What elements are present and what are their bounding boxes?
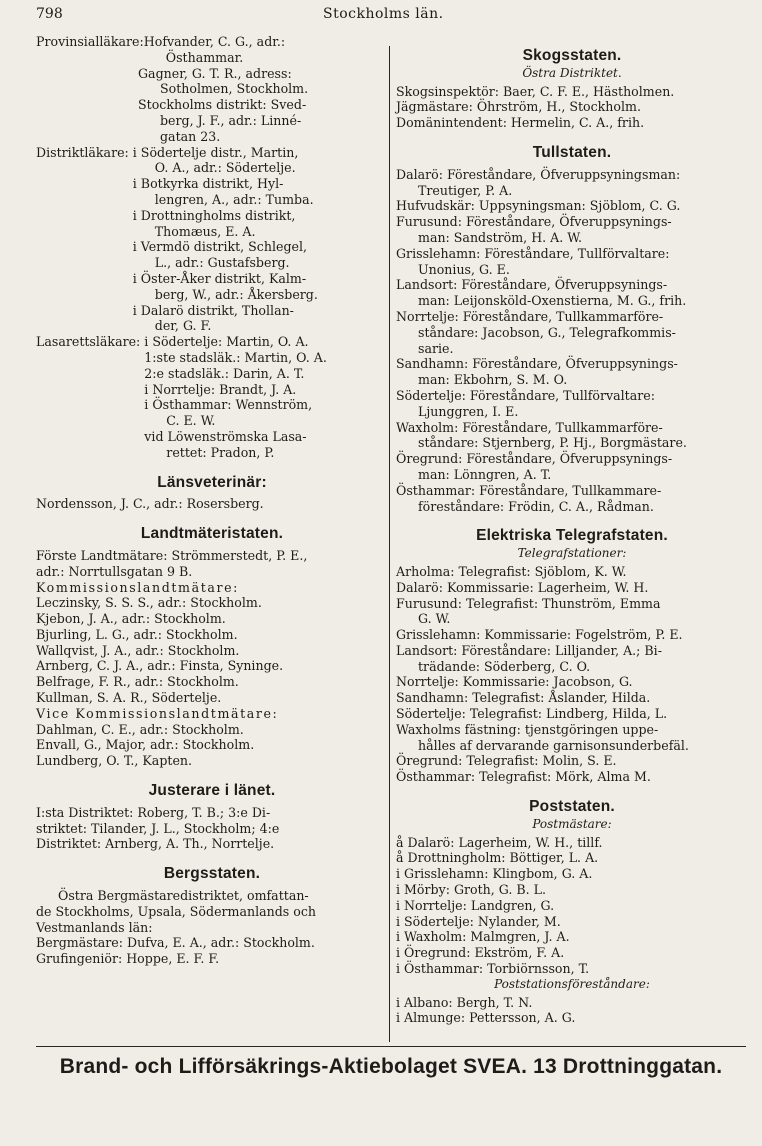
- entry-line: trädande: Söderberg, C. O.: [418, 658, 591, 674]
- section-subheading: Östra Distriktet.: [522, 65, 622, 80]
- entry-line: Furusund: Telegrafist: Thunström, Emma: [396, 595, 661, 611]
- entry-line: Östhammar.: [165, 49, 244, 65]
- entry-line: Grisslehamn: Föreståndare, Tullförvaltare:: [396, 245, 670, 261]
- poststationer-section: [396, 995, 748, 1027]
- entry-line: striktet: Tilander, J. L., Stockholm; 4:e: [36, 820, 280, 836]
- entry-line: i Öregrund: Ekström, F. A.: [396, 945, 565, 961]
- entry-block: [140, 334, 388, 460]
- entry-line: Dahlman, C. E., adr.: Stockholm.: [36, 721, 244, 737]
- section-heading: Skogsstaten.: [522, 47, 622, 64]
- section-heading: Landtmäteristaten.: [140, 525, 284, 543]
- entry-line: G. W.: [418, 611, 451, 627]
- bergsstaten-section: [36, 888, 388, 967]
- entry-line: ståndare: Stjernberg, P. Hj., Borgmästare.: [418, 435, 687, 451]
- entry-line: Kjebon, J. A., adr.: Stockholm.: [36, 611, 226, 627]
- entry-line: Arnberg, C. J. A., adr.: Finsta, Syninge.: [36, 658, 284, 674]
- section-subheading: Postmästare:: [532, 816, 612, 831]
- skogsstaten-section: [396, 84, 748, 131]
- entry-line: Hufvudskär: Uppsyningsman: Sjöblom, C. G.: [396, 198, 681, 214]
- entry-line: å Dalarö: Lagerheim, W. H., tillf.: [396, 834, 603, 850]
- entry-line: O. A., adr.: Södertelje.: [154, 160, 296, 176]
- entry-line: i Östhammar: Torbiörnsson, T.: [396, 961, 590, 977]
- entry-line: Waxholm: Föreståndare, Tullkammarföre-: [396, 419, 663, 435]
- entry-line: Skogsinspektör: Baer, C. F. E., Hästholmen.: [396, 83, 675, 99]
- entry-line: adr.: Norrtullsgatan 9 B.: [36, 563, 193, 579]
- left-column: [36, 34, 388, 967]
- entry-line: Sandhamn: Telegrafist: Åslander, Hilda.: [396, 690, 651, 706]
- telegraf-section: [396, 564, 748, 785]
- entry-line: Stockholms distrikt: Sved-: [138, 97, 307, 113]
- entry-line: föreståndare: Frödin, C. A., Rådman.: [418, 498, 654, 514]
- entry-line: i Drottningholms distrikt,: [132, 207, 296, 223]
- section-heading: Tullstaten.: [532, 143, 612, 161]
- entry-line: Kommissionslandtmätare:: [36, 579, 239, 595]
- entry-line: Kullman, S. A. R., Södertelje.: [36, 690, 222, 706]
- entry-line: Wallqvist, J. A., adr.: Stockholm.: [36, 642, 240, 658]
- entry-line: Landsort: Föreståndare, Öfveruppsynings-: [396, 277, 668, 293]
- section-subheading: Poststationsföreståndare:: [494, 976, 650, 991]
- section-role: Provinsialläkare:: [36, 34, 144, 49]
- entry-line: man: Leijonsköld-Oxenstierna, M. G., frih.: [418, 293, 687, 309]
- entry-line: Waxholms fästning: tjenstgöringen uppe-: [396, 721, 659, 737]
- entry-line: de Stockholms, Upsala, Södermanlands och: [36, 903, 317, 919]
- section-subheading: Telegrafstationer:: [517, 546, 627, 561]
- entry-line: Belfrage, F. R., adr.: Stockholm.: [36, 674, 239, 690]
- entry-line: Landsort: Föreståndare: Lilljander, A.; Bi-: [396, 642, 662, 658]
- entry-line: i Albano: Bergh, T. N.: [396, 994, 533, 1010]
- entry-line: Nordensson, J. C., adr.: Rosersberg.: [36, 496, 264, 512]
- entry-line: Öregrund: Föreståndare, Öfveruppsynings-: [396, 451, 673, 467]
- entry-block: [129, 145, 388, 335]
- entry-line: i Södertelje: Martin, O. A.: [144, 334, 309, 350]
- entry-line: Arholma: Telegrafist: Sjöblom, K. W.: [396, 563, 627, 579]
- entry-line: Sandhamn: Föreståndare, Öfveruppsynings-: [396, 356, 678, 372]
- entry-line: Gagner, G. T. R., adress:: [138, 65, 292, 81]
- entry-line: Vice Kommissionslandtmätare:: [36, 705, 279, 721]
- right-column: [396, 34, 748, 1026]
- entry-line: Grisslehamn: Kommissarie: Fogelström, P. E.: [396, 627, 683, 643]
- entry-line: Förste Landtmätare: Strömmerstedt, P. E.,: [36, 547, 308, 563]
- entry-line: Ljunggren, I. E.: [418, 403, 519, 419]
- column-divider: [389, 46, 390, 1042]
- entry-line: man: Ekbohrn, S. M. O.: [418, 372, 568, 388]
- lasarett-section: [36, 334, 388, 460]
- entry-line: berg, J. F., adr.: Linné-: [160, 112, 302, 128]
- entry-line: Envall, G., Major, adr.: Stockholm.: [36, 737, 255, 753]
- poststaten-section: [396, 835, 748, 977]
- entry-line: Södertelje: Telegrafist: Lindberg, Hilda, L.: [396, 706, 668, 722]
- entry-line: Östhammar: Telegrafist: Mörk, Alma M.: [396, 769, 651, 785]
- entry-line: i Grisslehamn: Klingbom, G. A.: [396, 866, 593, 882]
- entry-line: i Mörby: Groth, G. B. L.: [396, 882, 547, 898]
- entry-line: i Waxholm: Malmgren, J. A.: [396, 929, 570, 945]
- entry-line: I:sta Distriktet: Roberg, T. B.; 3:e Di-: [36, 804, 271, 820]
- entry-line: Dalarö: Kommissarie: Lagerheim, W. H.: [396, 579, 649, 595]
- entry-line: lengren, A., adr.: Tumba.: [154, 191, 314, 207]
- entry-line: gatan 23.: [160, 128, 221, 144]
- entry-line: Norrtelje: Kommissarie: Jacobson, G.: [396, 674, 633, 690]
- page-number: 798: [36, 6, 63, 22]
- entry-line: hålles af dervarande garnisonsunderbefäl.: [418, 737, 689, 753]
- section-heading: Poststaten.: [529, 798, 615, 816]
- entry-line: 2:e stadsläk.: Darin, A. T.: [144, 365, 305, 381]
- section-heading: Länsveterinär:: [157, 473, 267, 491]
- entry-line: Norrtelje: Föreståndare, Tullkammarföre-: [396, 308, 664, 324]
- entry-line: Vestmanlands län:: [36, 919, 153, 935]
- entry-line: å Drottningholm: Böttiger, L. A.: [396, 850, 599, 866]
- entry-line: i Almunge: Pettersson, A. G.: [396, 1010, 576, 1026]
- entry-line: Södertelje: Föreståndare, Tullförvaltare:: [396, 387, 655, 403]
- entry-line: Jägmästare: Öhrström, H., Stockholm.: [396, 99, 641, 115]
- entry-line: Östra Bergmästaredistriktet, omfattan-: [58, 888, 309, 904]
- entry-line: Bergmästare: Dufva, E. A., adr.: Stockholm.: [36, 935, 315, 951]
- entry-line: ståndare: Jacobson, G., Telegrafkommis-: [418, 324, 676, 340]
- page-header: [36, 2, 748, 24]
- entry-line: Östhammar: Föreståndare, Tullkammare-: [396, 482, 662, 498]
- entry-line: Sotholmen, Stockholm.: [160, 81, 309, 97]
- entry-line: berg, W., adr.: Åkersberg.: [154, 286, 318, 302]
- entry-line: L., adr.: Gustafsberg.: [154, 255, 290, 271]
- provinsial-continued: [36, 66, 388, 145]
- section-heading: Justerare i länet.: [148, 782, 276, 800]
- entry-line: Treutiger, P. A.: [418, 182, 513, 198]
- entry-line: i Södertelje distr., Martin,: [132, 144, 299, 160]
- section-role: Distriktläkare:: [36, 144, 129, 160]
- entry-line: man: Sandström, H. A. W.: [418, 229, 583, 245]
- advertisement-footer: Brand- och Lifförsäkrings-Aktiebolaget SVEA. 13 Drottninggatan.: [36, 1046, 746, 1087]
- entry-line: Dalarö: Föreståndare, Öfveruppsyningsman:: [396, 166, 681, 182]
- entry-line: Thomæus, E. A.: [154, 223, 256, 239]
- entry-line: i Öster-Åker distrikt, Kalm-: [132, 270, 307, 286]
- entry-line: Bjurling, L. G., adr.: Stockholm.: [36, 626, 238, 642]
- entry-line: i Vermdö distrikt, Schlegel,: [132, 239, 307, 255]
- entry-line: Unonius, G. E.: [418, 261, 510, 277]
- entry-line: i Botkyrka distrikt, Hyl-: [132, 176, 284, 192]
- entry-line: 1:ste stadsläk.: Martin, O. A.: [144, 349, 327, 365]
- entry-line: i Södertelje: Nylander, M.: [396, 913, 561, 929]
- entry-line: Furusund: Föreståndare, Öfveruppsynings-: [396, 214, 672, 230]
- provinsial-section: [36, 34, 388, 66]
- entry-line: i Norrtelje: Landgren, G.: [396, 897, 555, 913]
- entry-line: Distriktet: Arnberg, A. Th., Norrtelje.: [36, 836, 275, 852]
- justerare-section: [36, 805, 388, 852]
- section-heading: Elektriska Telegrafstaten.: [476, 527, 668, 545]
- entry-line: i Dalarö distrikt, Thollan-: [132, 302, 294, 318]
- running-head: Stockholms län.: [323, 6, 444, 22]
- entry-line: rettet: Pradon, P.: [166, 444, 275, 460]
- landtmateri-section: [36, 548, 388, 769]
- entry-line: der, G. F.: [154, 318, 212, 334]
- entry-line: i Norrtelje: Brandt, J. A.: [144, 381, 297, 397]
- entry-line: C. E. W.: [166, 413, 216, 429]
- entry-line: Lundberg, O. T., Kapten.: [36, 753, 193, 769]
- entry-line: Öregrund: Telegrafist: Molin, S. E.: [396, 753, 617, 769]
- entry-line: i Östhammar: Wennström,: [144, 397, 313, 413]
- section-role: Lasarettsläkare:: [36, 334, 141, 350]
- entry-block: [144, 34, 388, 66]
- entry-line: Grufingeniör: Hoppe, E. F. F.: [36, 951, 220, 967]
- section-heading: Bergsstaten.: [163, 865, 261, 883]
- entry-line: man: Lönngren, A. T.: [418, 466, 552, 482]
- entry-line: sarie.: [418, 340, 454, 356]
- entry-line: Leczinsky, S. S. S., adr.: Stockholm.: [36, 595, 262, 611]
- entry-line: vid Löwenströmska Lasa-: [144, 428, 307, 444]
- tullstaten-section: [396, 167, 748, 515]
- entry-line: Hofvander, C. G., adr.:: [143, 34, 286, 49]
- distrikt-section: [36, 145, 388, 335]
- entry-line: Domänintendent: Hermelin, C. A., frih.: [396, 115, 645, 131]
